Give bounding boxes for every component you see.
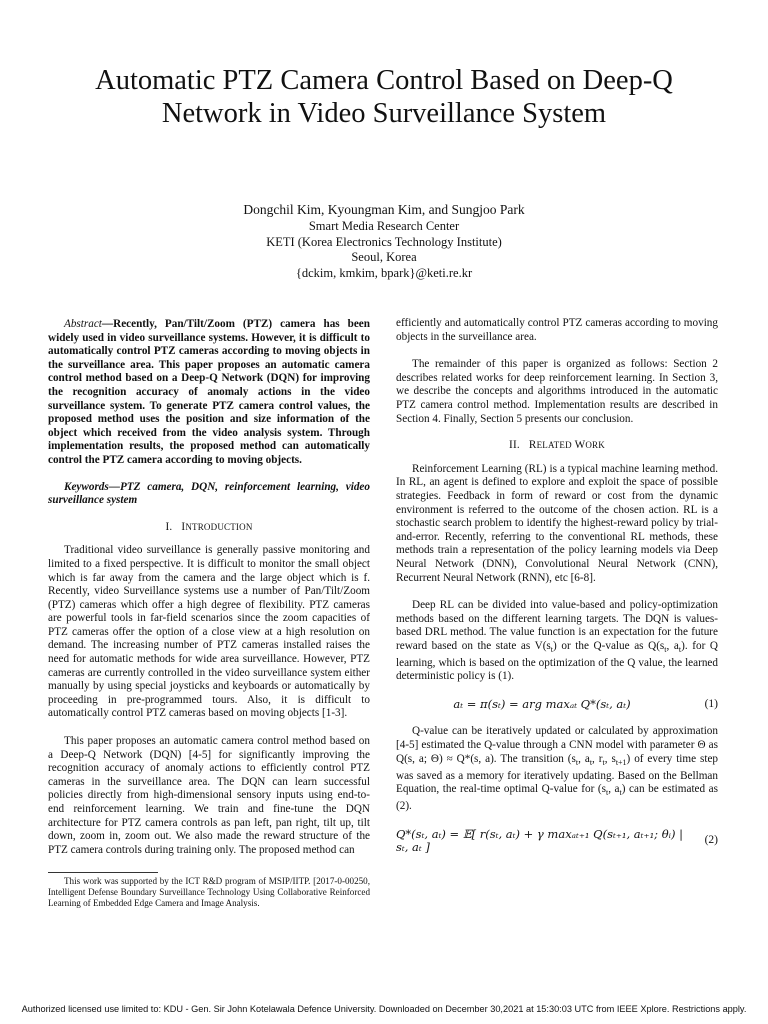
author-list: Dongchil Kim, Kyoungman Kim, and Sungjoo Park bbox=[243, 202, 525, 217]
affiliation-block bbox=[40, 219, 728, 281]
related-paragraph-1: Reinforcement Learning (RL) is a typical machine learning method. In RL, an agent is defined to explore and exploit the space of possible strategies. Feedback in form of reward or cost from the dynamic environment is referred to the outcome of the chosen action. RL is a stochastic search problem to identify the highest-reward policy by trial-and-error. Recently, referring to the conventional RL methods, these methods train a representation of the policy learning models via Deep Neural Network (DNN), Convolutional Neural Network (CNN), Recurrent Neural Network (RNN), etc [6-8]. bbox=[396, 462, 718, 584]
intro-paragraph-2: This paper proposes an automatic camera control method based on a Deep-Q Network (DQN) [4-5] for significantly improving the recognition accuracy of anomaly actions to efficiently control PTZ cameras in the surveillance area. The DQN can learn successful policies directly from high-dimensional sensory inputs using end-to-end reinforcement learning. We train and fine-tune the DQN architecture for PTZ camera controls as pan left, pan right, tilt up, tilt down, zoom in, zoom out. We also made the reward structure of the PTZ camera controls during training only. The proposed method can bbox=[48, 735, 370, 856]
author-emails: {dckim, kmkim, bpark}@keti.re.kr bbox=[295, 265, 473, 280]
section-heading-related-work: II. RELATED WORK bbox=[509, 439, 605, 452]
ieee-download-notice: Authorized licensed use limited to: KDU - Gen. Sir John Kotelawala Defence University. Downloaded on December 30,2021 at 15:30:03 UTC from IEEE Xplore. Restrictions apply. bbox=[21, 1004, 747, 1014]
section-heading-introduction: I. INTRODUCTION bbox=[165, 520, 253, 533]
intro-paragraph-1: Traditional video surveillance is generally passive monitoring and limited to a fixed perspective. It is difficult to monitor the small object which is far away from the camera and the large object which is f. Recently, video Surveillance systems use a number of Pan/Tilt/Zoom (PTZ) cameras which offer a high degree of flexibility. PTZ cameras are powerful tools in far-field scenarios since the zoom capacities of PTZ cameras offer the option of a close view at a high resolution on demand. The increasing number of PTZ cameras installed raises the need for automatic methods for wide area surveillance. However, PTZ cameras are currently controlled in the video surveillance system either manually by using special joysticks and keyboards or automatically by proceeding in pre-programmed tours. Also, it is difficult to automatically control PTZ cameras based on moving objects [1-3]. bbox=[48, 544, 370, 720]
related-paragraph-2: Deep RL can be divided into value-based and policy-optimization methods based on the different learning targets. The DQN is values-based DRL method. The value function is an expectation for the future reward based on the state as $V(s_t)$ or the Q-value as $Q(s_t$, $a_t$). for Q learning, which is based on the optimization of the Q value, the learned deterministic policy is (1). bbox=[396, 599, 718, 683]
equation-2 bbox=[396, 828, 718, 855]
related-paragraph-3: Q-value can be iteratively updated or calculated by approximation [4-5] estimated the Q-value through a CNN model with parameter Θ as Q(s, a; Θ) ≈ Q*(s, a). The transition ($s_t$, $a_t$, $r_t$, $s_{t+1}$) of every time step was saved as a memory for iteratively updating. Based on the Bellman Equation, the real-time optimal Q-value for ($s_t$, $a_t$) can be estimated as (2). bbox=[396, 725, 719, 812]
paper-title bbox=[40, 64, 728, 130]
intro-paragraph-3: The remainder of this paper is organized as follows: Section 2 describes related works for deep reinforcement learning. In Section 3, we describe the concepts and algorithms introduced in the automatic PTZ camera control method. Implementation results are described in Section 4. Finally, Section 5 presents our conclusion. bbox=[396, 358, 718, 425]
footnote-divider bbox=[48, 872, 158, 873]
affiliation-line: Smart Media Research Center bbox=[308, 219, 460, 233]
abstract bbox=[48, 318, 370, 468]
title-line-2: Network in Video Surveillance System bbox=[161, 98, 607, 129]
intro-paragraph-2-continued: efficiently and automatically control PTZ cameras according to moving objects in the surveillance area. bbox=[396, 317, 718, 343]
equation-1 bbox=[396, 698, 718, 712]
title-line-1: Automatic PTZ Camera Control Based on Deep-Q bbox=[95, 65, 673, 96]
abstract-label: Abstract bbox=[64, 318, 102, 330]
abstract-text: —Recently, Pan/Tilt/Zoom (PTZ) camera has been widely used in video surveillance systems. However, it is difficult to automatically control PTZ cameras according to moving objects in the surveillance area. This paper proposes an automatic camera control method based on a Deep-Q Network (DQN) for improving the recognition accuracy of anomaly actions in the video surveillance system. To generate PTZ camera control values, the proposed method uses the position and size information of the object which received from the video analysis system. Through implementation results, the proposed method can automatically control the PTZ camera according to moving objects. bbox=[48, 318, 370, 466]
keywords bbox=[48, 481, 370, 508]
keywords-label: Keywords bbox=[64, 480, 109, 493]
funding-footnote: This work was supported by the ICT R&D program of MSIP/IITP. [2017-0-00250, Intelligent Defense Boundary Surveillance Technology Using Collaborative Reinforced Learning of Embedded Edge Camera and Image Analysis. bbox=[48, 876, 370, 908]
equation-1-body: aₜ = π(sₜ) = arg maxₐₜ Q*(sₜ, aₜ) bbox=[453, 696, 631, 711]
affiliation-line: KETI (Korea Electronics Technology Institute) bbox=[266, 234, 502, 249]
affiliation-line: Seoul, Korea bbox=[351, 250, 417, 264]
left-column bbox=[48, 318, 370, 857]
equation-2-number: (2) bbox=[704, 834, 718, 847]
equation-1-number: (1) bbox=[704, 697, 718, 710]
equation-2-body: Q*(sₜ, aₜ) = 𝔼[ r(sₜ, aₜ) + γ maxₐₜ₊₁ Q(sₜ₊₁, aₜ₊₁; θᵢ) | sₜ, aₜ ] bbox=[396, 826, 683, 855]
keywords-text: —PTZ camera, DQN, reinforcement learning, video surveillance system bbox=[48, 480, 370, 507]
right-column bbox=[396, 317, 718, 869]
